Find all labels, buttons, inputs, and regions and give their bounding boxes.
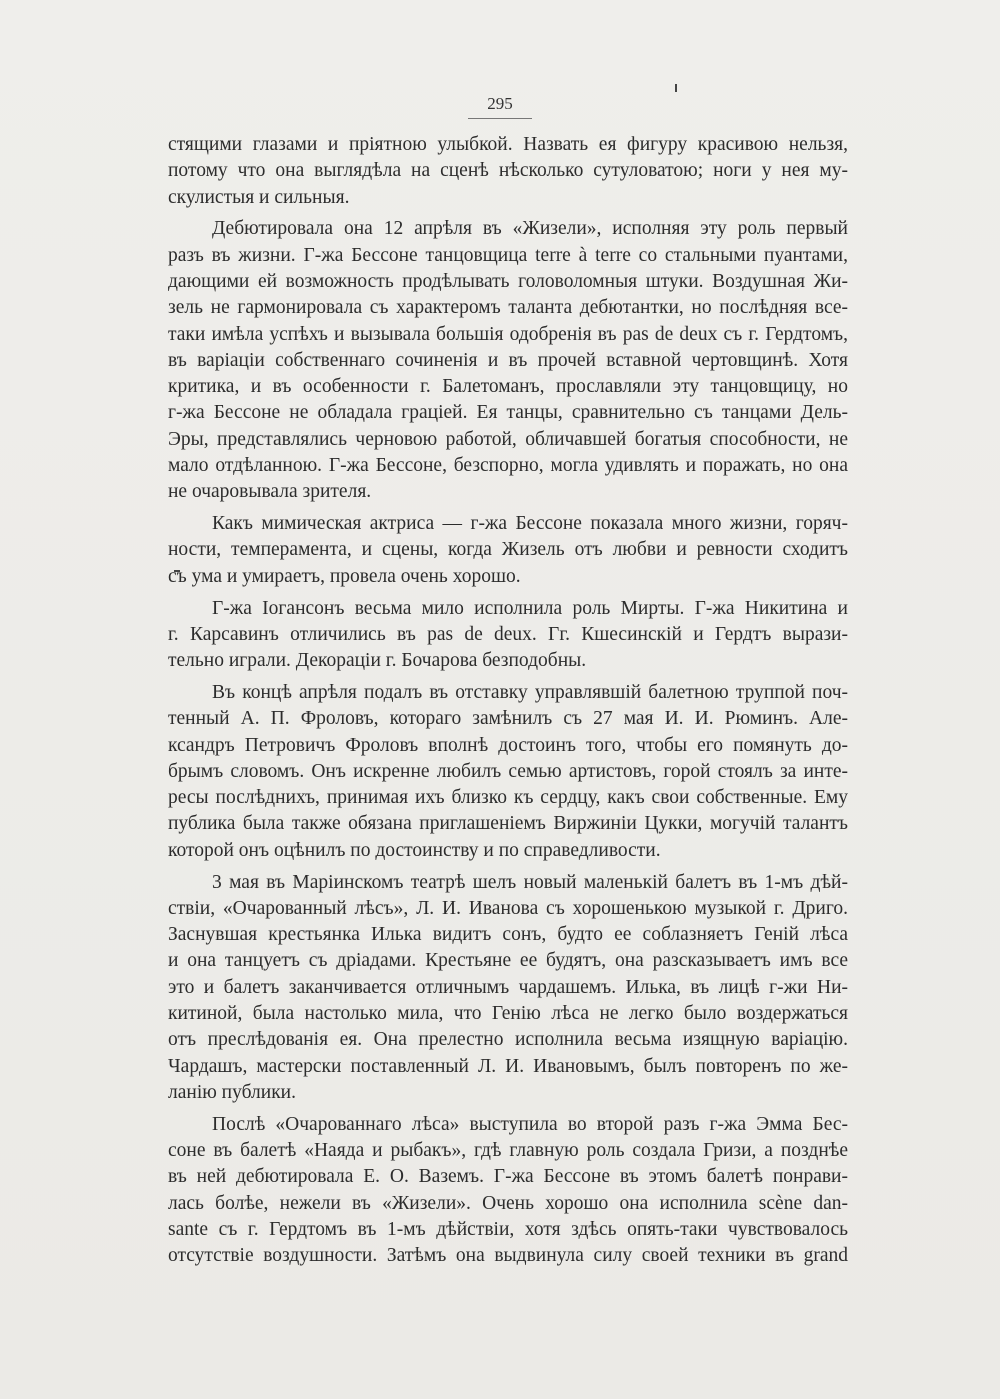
body-text — [168, 132, 848, 1275]
paragraph — [168, 680, 848, 864]
text-line: не очаровывала зрителя. — [168, 481, 372, 503]
text-line: Чардашъ, мастерски поставленный Л. И. Ивановымъ, былъ повторенъ по же- — [168, 1055, 848, 1077]
text-line: Въ концѣ апрѣля подалъ въ отставку управлявшій балетною труппой поч- — [212, 681, 848, 703]
text-line: соне въ балетѣ «Наяда и рыбакъ», гдѣ главную роль создала Гризи, а позднѣе — [168, 1139, 848, 1161]
text-line: стящими глазами и пріятною улыбкой. Назвать ея фигуру красивою нельзя, — [168, 134, 848, 155]
text-line: Послѣ «Очарованнаго лѣса» выступила во второй разъ г-жа Эмма Бес- — [212, 1113, 848, 1135]
page-number-underline — [468, 118, 532, 119]
text-line: критика, и въ особенности г. Балетоманъ, прославляли эту танцовщицу, но — [168, 376, 848, 398]
page-number: 295 — [487, 94, 513, 113]
text-line: потому что она выглядѣла на сценѣ нѣсколько сутуловатою; ноги у нея му- — [168, 160, 848, 182]
print-mark — [675, 84, 677, 92]
text-line: Заснувшая крестьянка Илька видитъ сонъ, будто ее соблазняетъ Геній лѣса — [168, 924, 848, 946]
text-line: которой онъ оцѣнилъ по достоинству и по справедливости. — [168, 839, 661, 861]
text-line: дающими ей возможность продѣлывать головоломныя штуки. Воздушная Жи- — [168, 270, 848, 292]
text-line: съ ума и умираетъ, провела очень хорошо. — [168, 565, 521, 587]
text-line: разъ въ жизни. Г-жа Бессоне танцовщица terre à terre со стальными пуантами, — [168, 244, 848, 266]
text-line: sante съ г. Гердтомъ въ 1-мъ дѣйствіи, хотя здѣсь опять-таки чувствовалось — [168, 1218, 848, 1240]
paragraph — [168, 216, 848, 505]
text-line: публика была также обязана приглашеніемъ Виржиніи Цукки, могучій талантъ — [168, 813, 848, 835]
text-line: 3 мая въ Маріинскомъ театрѣ шелъ новый маленькій балетъ въ 1-мъ дѣй- — [212, 871, 848, 893]
text-line: Какъ мимическая актриса — г-жа Бессоне показала много жизни, горяч- — [212, 513, 848, 535]
paragraph — [168, 1112, 848, 1270]
text-line: г-жа Бессоне не обладала граціей. Ея танцы, сравнительно съ танцами Дель- — [168, 402, 848, 424]
text-line: тельно играли. Декораціи г. Бочарова безподобны. — [168, 650, 587, 672]
text-line: лась болѣе, нежели въ «Жизели». Очень хорошо она исполнила scène dan- — [168, 1192, 848, 1214]
paragraph — [168, 870, 848, 1107]
text-line: таки имѣла успѣхъ и вызывала большія одобренія въ pas de deux съ г. Гердтомъ, — [168, 323, 848, 345]
text-line: скулистыя и сильныя. — [168, 186, 350, 208]
text-line: это и балетъ заканчивается отличнымъ чардашемъ. Илька, въ лицѣ г-жи Ни- — [168, 976, 848, 998]
text-line: Дебютировала она 12 апрѣля въ «Жизели», исполняя эту роль первый — [212, 218, 848, 240]
text-line: г. Карсавинъ отличились въ pas de deux. Гг. Кшесинскій и Гердтъ вырази- — [168, 623, 848, 645]
text-line: мало отдѣланною. Г-жа Бессоне, безспорно, могла удивлять и поражать, но она — [168, 455, 848, 477]
text-line: китиной, была настолько мила, что Генію лѣса не легко было воздержаться — [168, 1003, 848, 1024]
text-line: ресы послѣднихъ, принимая ихъ близко къ сердцу, какъ свои собственные. Ему — [168, 787, 848, 809]
text-line: ксандръ Петровичъ Фроловъ вполнѣ достоинъ того, чтобы его помянуть до- — [168, 734, 848, 756]
text-line: тенный А. П. Фроловъ, котораго замѣнилъ съ 27 мая И. И. Рюминъ. Але- — [168, 708, 848, 730]
text-line: ствіи, «Очарованный лѣсъ», Л. И. Иванова съ хорошенькою музыкой г. Дриго. — [168, 897, 848, 919]
text-line: и она танцуетъ съ дріадами. Крестьяне ее будятъ, она разсказываетъ имъ все — [168, 950, 848, 972]
text-line: отъ преслѣдованія ея. Она прелестно исполнила весьма изящную варіацію. — [168, 1029, 848, 1051]
paragraph — [168, 511, 848, 590]
text-line: Г-жа Іогансонъ весьма мило исполнила роль Мирты. Г-жа Никитина и — [212, 597, 848, 619]
text-line: въ ней дебютировала Е. О. Вaземъ. Г-жа Бессоне въ этомъ балетѣ понрави- — [168, 1166, 848, 1188]
text-line: зель не гармонировала съ характеромъ таланта дебютантки, но послѣдняя все- — [168, 297, 848, 319]
text-line: ности, темперамента, и сцены, когда Жизель отъ любви и ревности сходитъ — [168, 539, 848, 561]
text-line: Эры, представлялись черновою работой, обличавшей богатыя способности, не — [168, 428, 848, 450]
text-line: отсутствіе воздушности. Затѣмъ она выдвинула силу своей техники въ grand — [168, 1245, 848, 1267]
text-line: ланію публики. — [168, 1081, 296, 1103]
text-line: брымъ словомъ. Онъ искренне любилъ семью артистовъ, горой стоялъ за инте- — [168, 760, 848, 782]
text-line: въ варіаціи собственнаго сочиненія и въ прочей вставной чертовщинѣ. Хотя — [168, 349, 848, 371]
paragraph — [168, 132, 848, 211]
paragraph — [168, 596, 848, 675]
